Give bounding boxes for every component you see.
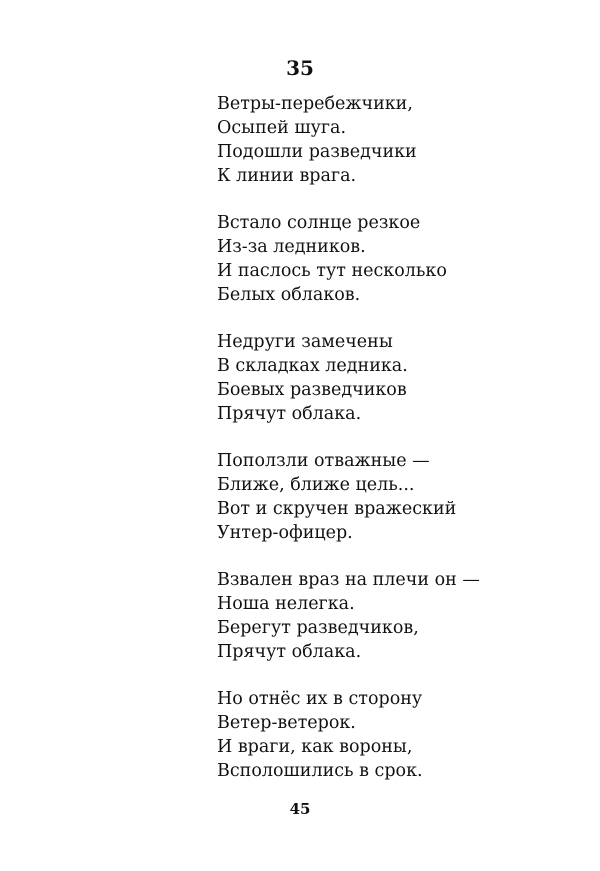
- poem-line: Ветер-ветерок.: [217, 713, 356, 733]
- poem-line: И враги, как вороны,: [217, 737, 413, 757]
- poem-line: Встало солнце резкое: [217, 213, 421, 233]
- poem-line: Ноша нелегка.: [217, 594, 355, 614]
- stanza-5: [217, 568, 577, 687]
- poem-line: Прячут облака.: [217, 642, 362, 662]
- poem-line: Взвален враз на плечи он —: [217, 570, 480, 590]
- poem-line: Вот и скручен вражеский: [217, 499, 457, 519]
- poem-line: Всполошились в срок.: [217, 761, 423, 781]
- poem-line: Боевых разведчиков: [217, 380, 407, 400]
- poem-line: Ветры-перебежчики,: [217, 94, 413, 114]
- poem-line: Ближе, ближе цель...: [217, 475, 415, 495]
- poem-line: Из-за ледников.: [217, 237, 366, 257]
- poem-line: И паслось тут несколько: [217, 261, 447, 281]
- poem-line: Белых облаков.: [217, 285, 361, 305]
- poem-line: Унтер-офицер.: [217, 523, 353, 543]
- poem-line: Осыпей шуга.: [217, 118, 347, 138]
- stanza-6: [217, 687, 577, 806]
- poem-line: Но отнёс их в сторону: [217, 689, 423, 709]
- poem-line: Подошли разведчики: [217, 142, 417, 162]
- poem-line: Прячут облака.: [217, 404, 362, 424]
- poem-line: К линии врага.: [217, 166, 357, 186]
- poem-text: [217, 92, 577, 806]
- poem-line: Недруги замечены: [217, 332, 393, 352]
- poem-number: 35: [286, 56, 314, 80]
- page-number: 45: [289, 800, 311, 818]
- stanza-4: [217, 449, 577, 568]
- poem-line: Берегут разведчиков,: [217, 618, 419, 638]
- stanza-1: [217, 92, 577, 211]
- stanza-2: [217, 211, 577, 330]
- stanza-3: [217, 330, 577, 449]
- poem-line: Поползли отважные —: [217, 451, 430, 471]
- poem-line: В складках ледника.: [217, 356, 408, 376]
